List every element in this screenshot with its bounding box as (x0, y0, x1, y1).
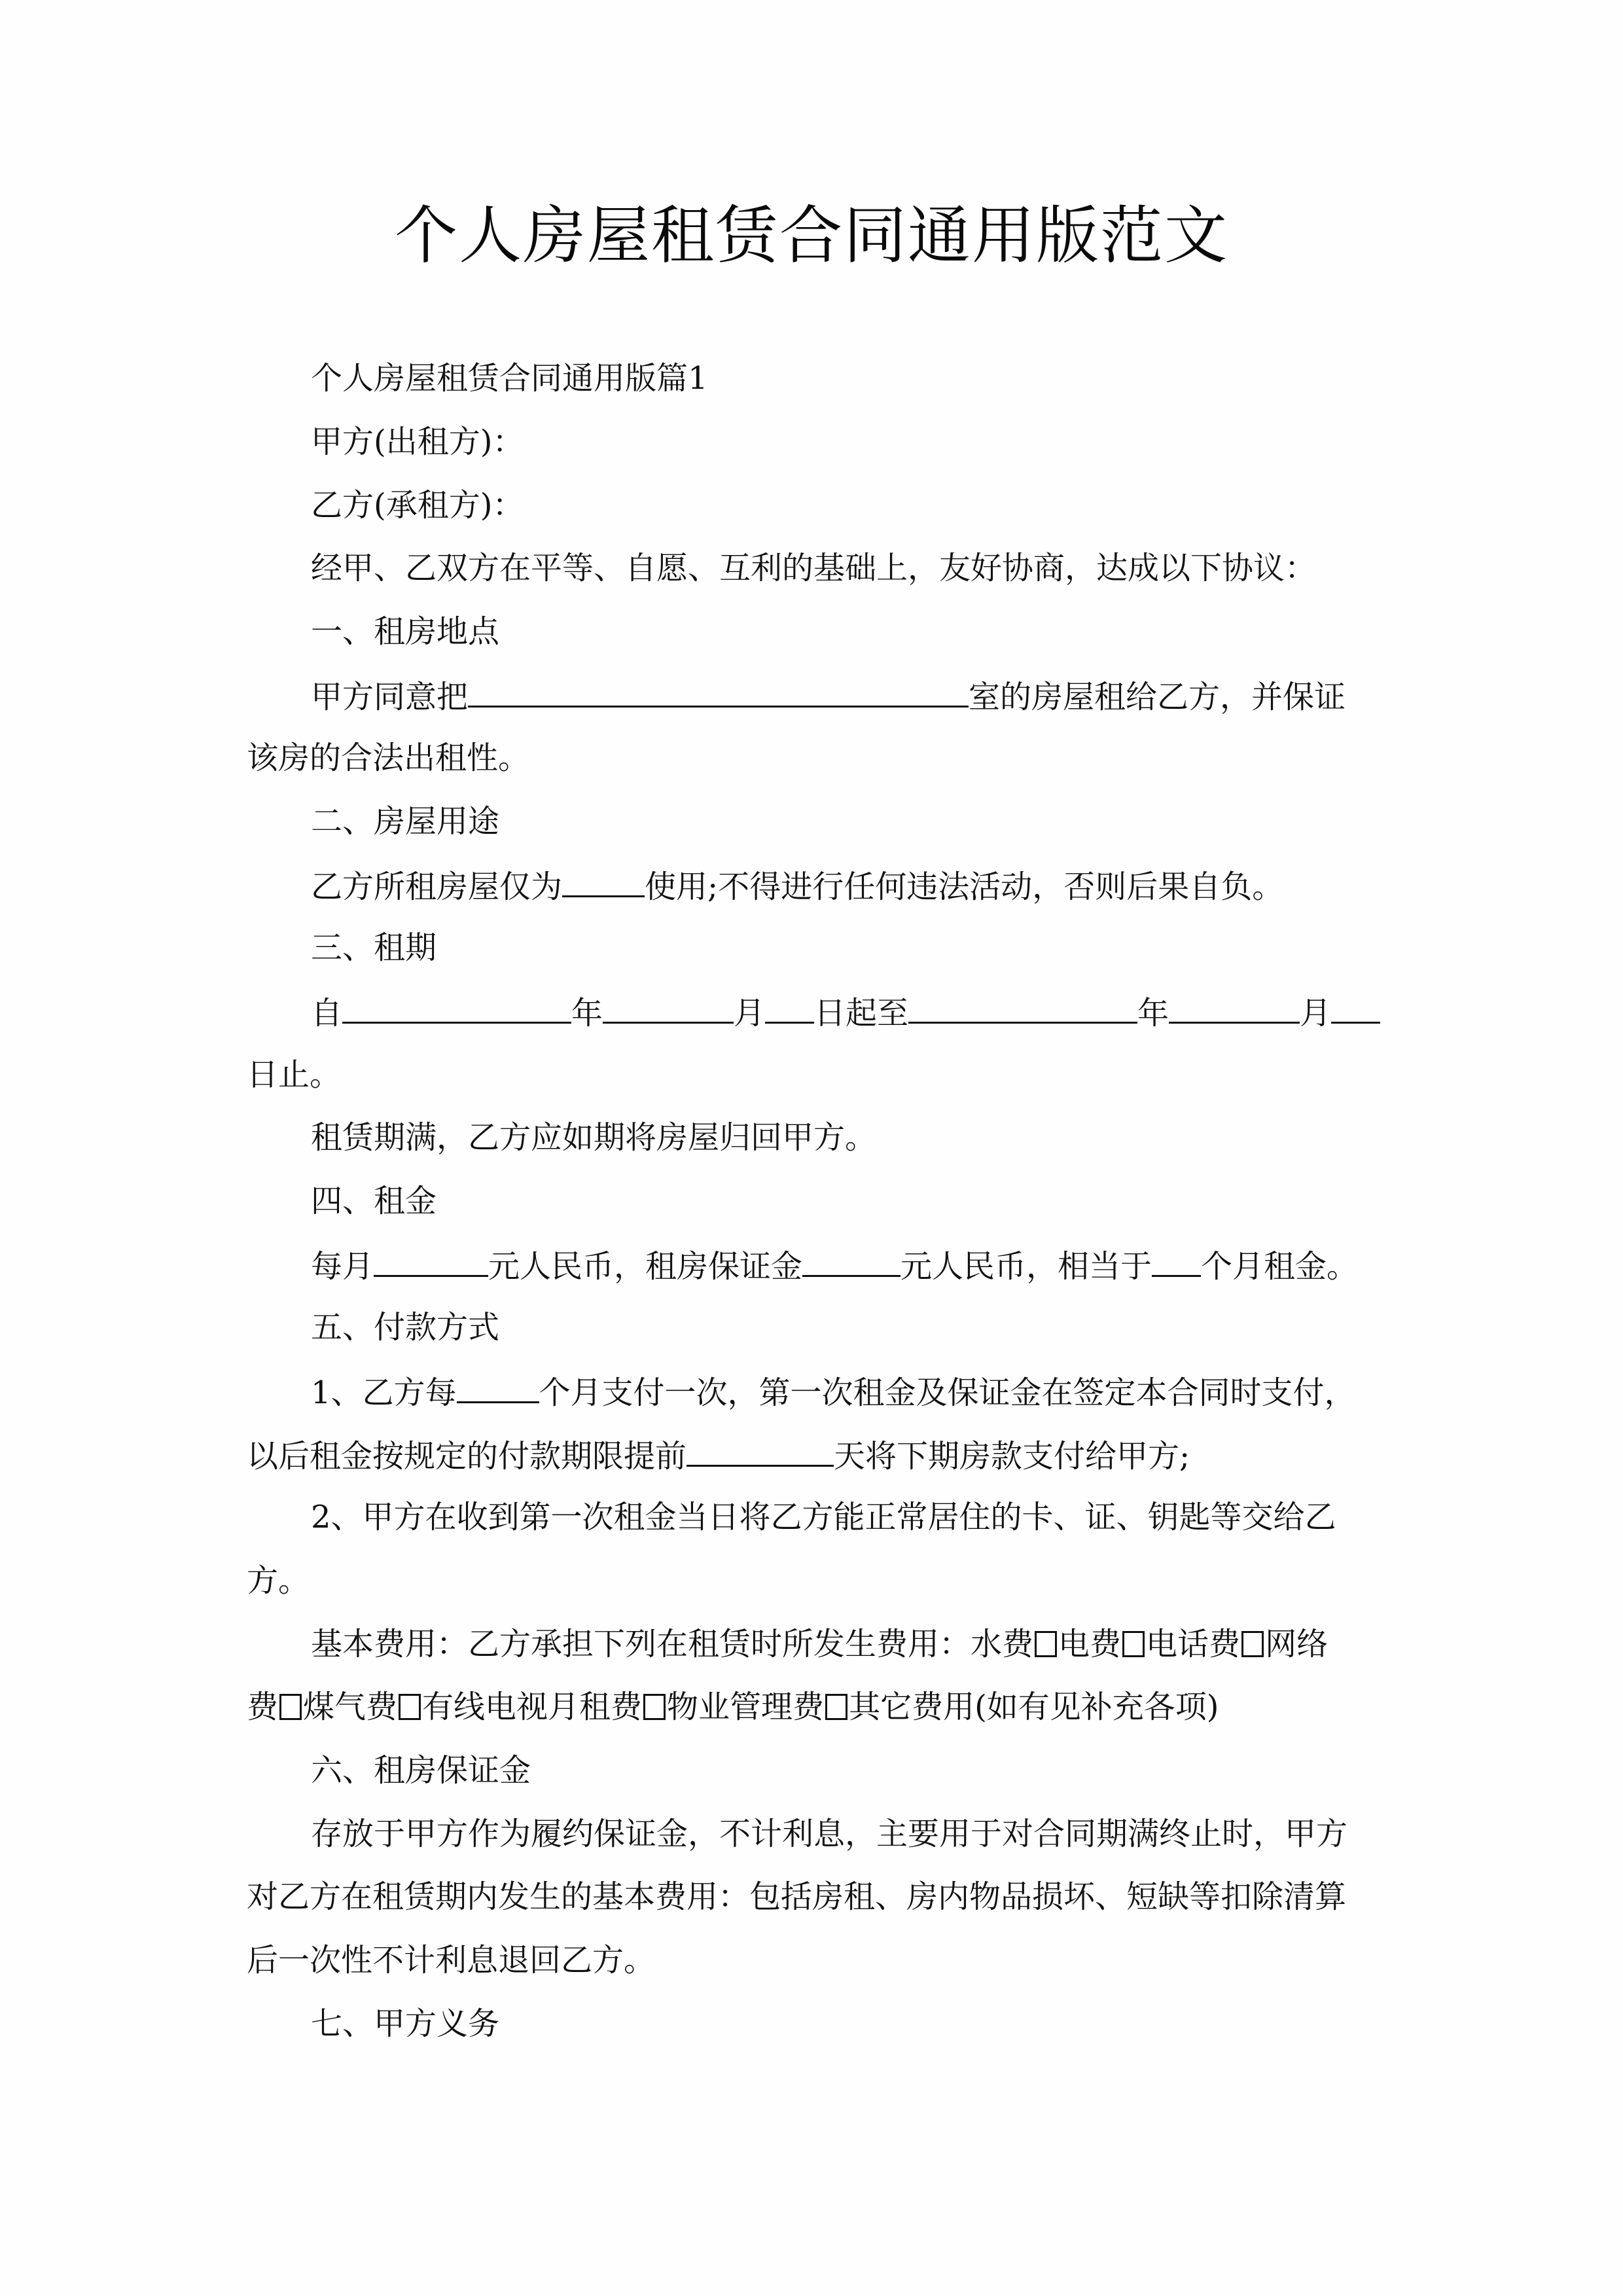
fee-item: 水费 (971, 1626, 1034, 1662)
party-b-label: 乙方(承租方)： (311, 487, 524, 524)
deposit-text-line-1: 存放于甲方作为履约保证金，不计利息，主要用于对合同期满终止时，甲方 (311, 1816, 1348, 1852)
end-day-blank[interactable] (1331, 992, 1380, 1024)
section-4-heading: 四、租金 (311, 1183, 437, 1219)
fees-line-2 (247, 1687, 1382, 1727)
section-1-line-1 (247, 675, 1382, 717)
contract-subtitle: 个人房屋租赁合同通用版篇1 (311, 360, 708, 397)
fee-item: 电话费 (1146, 1626, 1241, 1662)
start-day-blank[interactable] (765, 992, 814, 1024)
checkbox[interactable] (643, 1694, 666, 1720)
text-segment: 使用;不得进行任何违法活动，否则后果自负。 (645, 869, 1284, 905)
fee-item: 费 (247, 1689, 279, 1725)
checkbox[interactable] (1035, 1631, 1057, 1657)
text-segment: 基本费用：乙方承担下列在租赁时所发生费用： (311, 1626, 971, 1662)
usage-purpose-blank[interactable] (562, 865, 645, 897)
text-segment: 每月 (311, 1248, 374, 1285)
text-segment: 甲方同意把 (311, 679, 469, 715)
text-segment: 乙方所租房屋仅为 (311, 869, 563, 905)
fee-item: 有线电视月租费 (422, 1689, 643, 1725)
checkbox[interactable] (399, 1694, 421, 1720)
payment-item-2-line-1: 2、甲方在收到第一次租金当日将乙方能正常居住的卡、证、钥匙等交给乙 (311, 1499, 1336, 1535)
text-segment: 年 (571, 995, 603, 1031)
document-title: 个人房屋租赁合同通用版范文 (395, 199, 1228, 272)
deposit-amount-blank[interactable] (802, 1245, 901, 1277)
end-month-blank[interactable] (1169, 992, 1300, 1024)
text-segment: 1、乙方每 (311, 1374, 457, 1411)
text-segment: 日起至 (814, 995, 909, 1031)
monthly-rent-blank[interactable] (374, 1245, 488, 1277)
start-month-blank[interactable] (603, 992, 734, 1024)
deposit-months-blank[interactable] (1152, 1245, 1201, 1277)
fees-line-1 (247, 1624, 1382, 1664)
text-segment: 年 (1137, 995, 1169, 1031)
text-segment: 天将下期房款支付给甲方; (834, 1438, 1190, 1475)
section-3-heading: 三、租期 (311, 929, 437, 966)
text-segment: 个月支付一次，第一次租金及保证金在签定本合同时支付， (539, 1374, 1356, 1411)
checkbox[interactable] (1122, 1631, 1145, 1657)
deposit-text-line-3: 后一次性不计利息退回乙方。 (247, 1942, 656, 1979)
text-segment: 以后租金按规定的付款期限提前 (247, 1438, 687, 1475)
section-2-line (247, 865, 1382, 906)
text-segment: 月 (734, 995, 766, 1031)
section-2-heading: 二、房屋用途 (311, 803, 500, 840)
payment-interval-blank[interactable] (457, 1371, 539, 1403)
room-number-blank[interactable] (468, 675, 969, 708)
deposit-text-line-2: 对乙方在租赁期内发生的基本费用：包括房租、房内物品损坏、短缺等扣除清算 (247, 1878, 1347, 1915)
lease-term-line (247, 992, 1382, 1033)
fee-item: 物业管理费 (667, 1689, 825, 1725)
preamble-text: 经甲、乙双方在平等、自愿、互利的基础上，友好协商，达成以下协议： (311, 550, 1317, 586)
payment-item-1-line-1 (247, 1371, 1382, 1412)
checkbox[interactable] (825, 1694, 847, 1720)
section-1-heading: 一、租房地点 (311, 613, 500, 650)
section-1-line-2: 该房的合法出租性。 (247, 740, 530, 776)
section-7-heading: 七、甲方义务 (311, 2005, 500, 2042)
lease-term-end: 日止。 (247, 1056, 342, 1093)
party-a-label: 甲方(出租方)： (311, 423, 524, 460)
advance-days-blank[interactable] (687, 1435, 834, 1467)
payment-item-2-line-2: 方。 (247, 1562, 310, 1599)
payment-item-1-line-2 (247, 1435, 1382, 1476)
fee-item: 电费 (1058, 1626, 1122, 1662)
section-5-heading: 五、付款方式 (311, 1309, 500, 1346)
checkbox[interactable] (1241, 1631, 1264, 1657)
checkbox[interactable] (279, 1694, 302, 1720)
text-segment: 室的房屋租给乙方，并保证 (969, 679, 1346, 715)
text-segment: 个月租金。 (1201, 1248, 1359, 1285)
lease-expiry-text: 租赁期满，乙方应如期将房屋归回甲方。 (311, 1119, 877, 1156)
start-year-blank[interactable] (342, 992, 571, 1024)
text-segment: 元人民币，相当于 (901, 1248, 1152, 1285)
text-segment: 月 (1300, 995, 1332, 1031)
fee-item: 网络 (1265, 1626, 1329, 1662)
end-year-blank[interactable] (908, 992, 1137, 1024)
text-segment: 自 (311, 995, 343, 1031)
fee-item: 其它费用(如有见补充各项) (849, 1689, 1219, 1725)
rent-line (247, 1245, 1382, 1286)
fee-item: 煤气费 (303, 1689, 398, 1725)
section-6-heading: 六、租房保证金 (311, 1752, 531, 1789)
text-segment: 元人民币，租房保证金 (488, 1248, 803, 1285)
